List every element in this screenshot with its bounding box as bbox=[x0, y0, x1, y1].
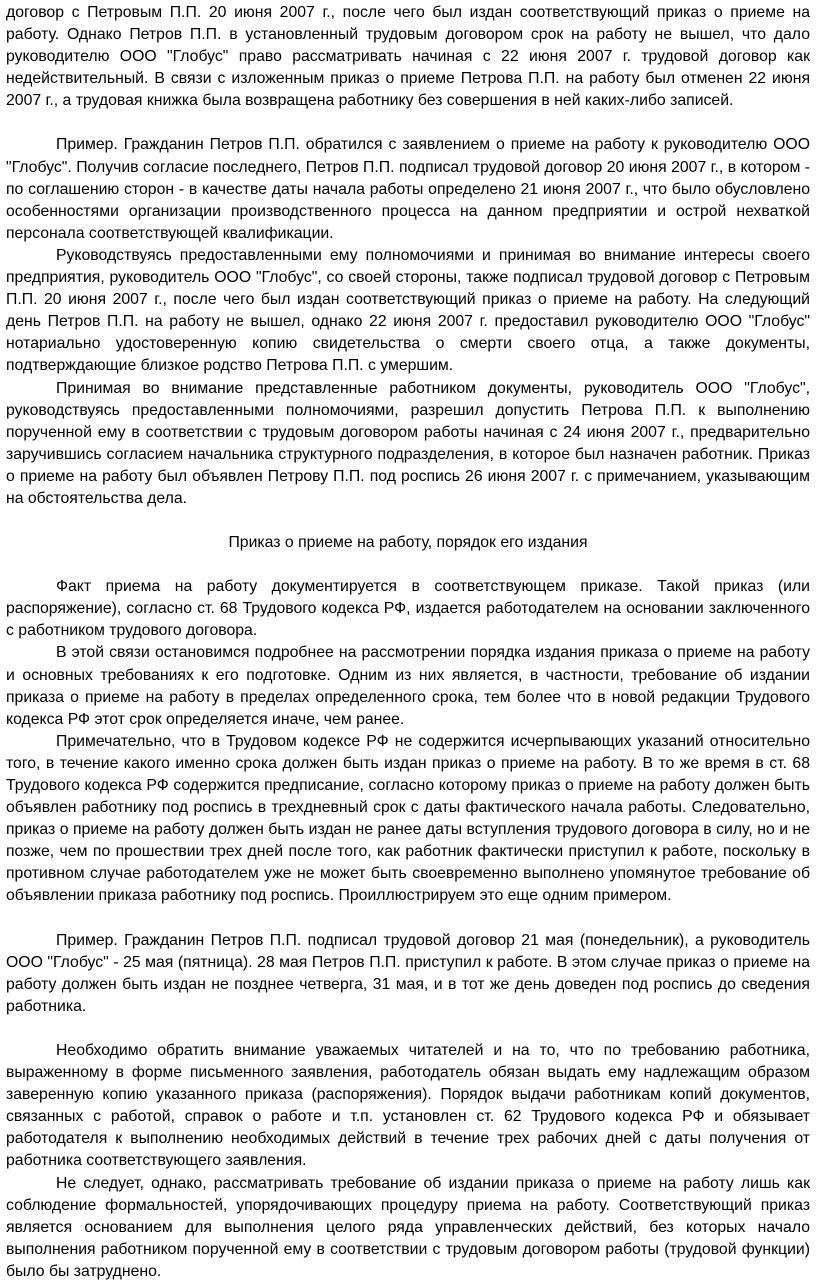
paragraph: Не следует, однако, рассматривать требование об издании приказа о приеме на работу лишь как соблюдение формальностей, упорядочивающих процедуру приема на работу. Соответствующий приказ является основанием для выполнения целого ряда управленческих действий, без которых начало выполнения работником порученной ему в соответствии с трудовым договором работы (трудовой функции) было бы затруднено. bbox=[6, 1174, 810, 1280]
paragraph: Необходимо обратить внимание уважаемых читателей и на то, что по требованию работника, выраженному в форме письменного заявления, работодатель обязан выдать ему надлежащим образом заверенную копию указанного приказа (распоряжения). Порядок выдачи работникам копий документов, связанных с работой, справок о работе и т.п. установлен ст. 62 Трудового кодекса РФ и обязывает работодателя к выполнению необходимых действий в течение трех рабочих дней с даты получения от работника соответствующего заявления. bbox=[6, 1041, 810, 1170]
paragraph-example-2: Пример. Гражданин Петров П.П. подписал трудовой договор 21 мая (понедельник), а руководитель ООО "Глобус" - 25 мая (пятница). 28 мая Петров П.П. приступил к работе. В этом случае приказ о приеме на работу должен быть издан не позднее четверга, 31 мая, и в тот же день доведен под роспись до сведения работника. bbox=[6, 931, 810, 1015]
spacer bbox=[6, 1018, 810, 1040]
section-heading: Приказ о приеме на работу, порядок его издания bbox=[228, 534, 588, 552]
paragraph: Руководствуясь предоставленными ему полномочиями и принимая во внимание интересы своего предприятия, руководитель ООО "Глобус", со своей стороны, также подписал трудовой договор с Петровым П.П. 20 июня 2007 г., после чего был издан соответствующий приказ о приеме на работу. На следующий день Петров П.П. на работу не вышел, однако 22 июня 2007 г. предоставил руководителю ООО "Глобус" нотариально удостоверенную копию свидетельства о смерти своего отца, а также документы, подтверждающие близкое родство Петрова П.П. с умершим. bbox=[6, 246, 810, 375]
spacer bbox=[6, 554, 810, 576]
paragraph: В этой связи остановимся подробнее на рассмотрении порядка издания приказа о приеме на работу и основных требованиях к его подготовке. Одним из них является, в частности, требование об издании приказа о приеме на работу в пределах определенного срока, тем более что в новой редакции Трудового кодекса РФ этот срок определяется иначе, чем ранее. bbox=[6, 644, 810, 728]
paragraph: Примечательно, что в Трудовом кодексе РФ не содержится исчерпывающих указаний относительно того, в течение какого именно срока должен быть издан приказ о приеме на работу. В то же время в ст. 68 Трудового кодекса РФ содержится предписание, согласно которому приказ о приеме на работу должен быть объявлен работнику под роспись в трехдневный срок с даты фактического начала работы. Следовательно, приказ о приеме на работу должен быть издан не ранее даты вступления трудового договора в силу, но и не позже, чем по прошествии трех дней после того, как работник фактически приступил к работе, поскольку в противном случае работодателем уже не может быть своевременно выполнено упомянутое требование об объявлении приказа работнику под роспись. Проиллюстрируем это еще одним примером. bbox=[6, 732, 810, 905]
spacer bbox=[6, 510, 810, 532]
spacer bbox=[6, 908, 810, 930]
paragraph-continuation: договор с Петровым П.П. 20 июня 2007 г., после чего был издан соответствующий приказ о приеме на работу. Однако Петров П.П. в установленный трудовым договором срок на работу не вышел, что дало руководителю ООО "Глобус" право рассматривать начиная с 22 июня 2007 г. трудовой договор как недействительный. В связи с изложенным приказ о приеме Петрова П.П. на работу был отменен 22 июня 2007 г., а трудовая книжка была возвращена работнику без совершения в ней каких-либо записей. bbox=[6, 4, 810, 110]
paragraph: Факт приема на работу документируется в соответствующем приказе. Такой приказ (или распоряжение), согласно ст. 68 Трудового кодекса РФ, издается работодателем на основании заключенного с работником трудового договора. bbox=[6, 578, 810, 640]
document-page bbox=[6, 2, 810, 1283]
spacer bbox=[6, 112, 810, 134]
paragraph: Принимая во внимание представленные работником документы, руководитель ООО "Глобус", руководствуясь предоставленными полномочиями, разрешил допустить Петрова П.П. к выполнению порученной ему в соответствии с трудовым договором работы начиная с 24 июня 2007 г., предварительно заручившись согласием начальника структурного подразделения, в которое был назначен работник. Приказ о приеме на работу был объявлен Петрову П.П. под роспись 26 июня 2007 г. с примечанием, указывающим на обстоятельства дела. bbox=[6, 379, 810, 507]
paragraph-example-1: Пример. Гражданин Петров П.П. обратился с заявлением о приеме на работу к руководителю ООО "Глобус". Получив согласие последнего, Петров П.П. подписал трудовой договор 20 июня 2007 г., в котором - по соглашению сторон - в качестве даты начала работы определено 21 июня 2007 г., что было обусловлено особенностями организации производственного процесса на данном предприятии и острой нехваткой персонала соответствующей квалификации. bbox=[6, 136, 810, 242]
